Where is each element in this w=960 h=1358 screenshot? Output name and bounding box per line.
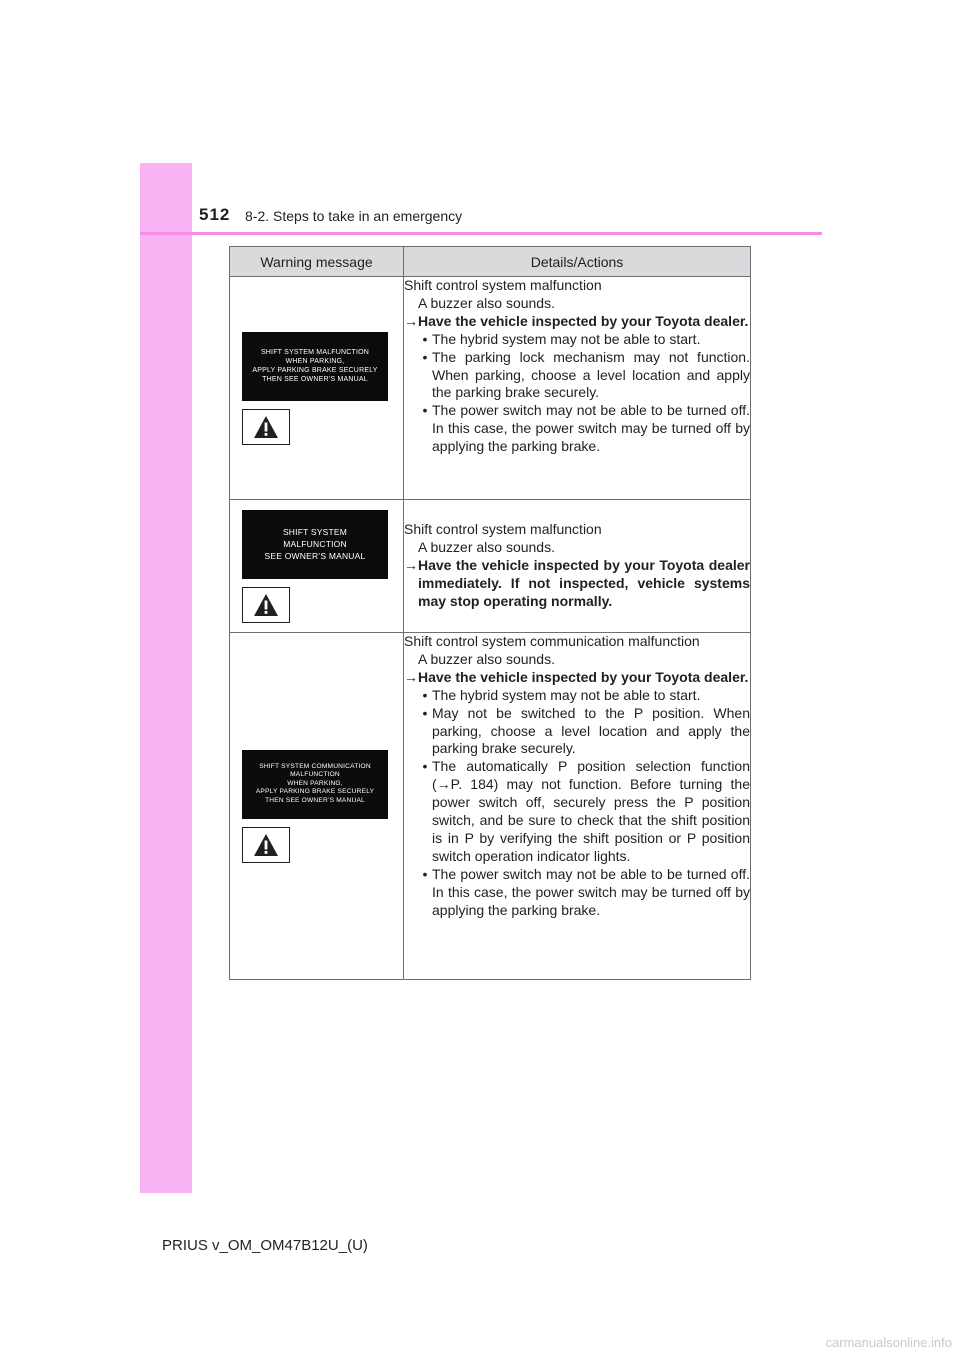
warning-message-table xyxy=(229,246,751,980)
master-warning-icon xyxy=(242,827,290,863)
display-line: WHEN PARKING, xyxy=(287,779,343,787)
table-header-row xyxy=(230,247,751,277)
malfunction-title: Shift control system communication malfunction xyxy=(404,633,700,649)
list-item: • The automatically P position selection function (→P. 184) may not function. Before turning the power switch off, securely press the P position switch, and be sure to check that the shift position is in P by verifying the shift position or P position switch operation indicator lights. xyxy=(422,758,750,864)
list-item: • The hybrid system may not be able to start. xyxy=(422,686,701,703)
detail-list xyxy=(404,331,750,456)
list-item: • The parking lock mechanism may not function. When parking, choose a level location and apply the parking brake securely. xyxy=(422,348,750,401)
display-line: SHIFT SYSTEM MALFUNCTION xyxy=(260,349,370,356)
action-instruction xyxy=(404,313,750,331)
warning-message-cell xyxy=(230,500,404,633)
buzzer-note: A buzzer also sounds. xyxy=(418,539,555,556)
arrow-icon: → xyxy=(404,668,418,685)
display-line: THEN SEE OWNER’S MANUAL xyxy=(262,376,368,383)
page-number: 512 xyxy=(199,205,231,224)
action-text: Have the vehicle inspected by your Toyota dealer. xyxy=(418,668,749,685)
list-item: • The power switch may not be able to be turned off. In this case, the power switch may be turned off by applying the parking brake. xyxy=(422,865,750,918)
table-row xyxy=(230,277,751,500)
details-actions-cell xyxy=(404,633,751,980)
display-line: SEE OWNER’S MANUAL xyxy=(264,551,366,561)
watermark: carmanualsonline.info xyxy=(825,1335,952,1350)
display-line: SHIFT SYSTEM COMMUNICATION xyxy=(259,762,371,770)
warning-display-screen xyxy=(242,510,388,579)
malfunction-title: Shift control system malfunction xyxy=(404,521,602,538)
details-actions-cell xyxy=(404,277,751,500)
display-line: THEN SEE OWNER’S MANUAL xyxy=(265,796,365,804)
detail-list xyxy=(404,687,750,920)
display-line: SHIFT SYSTEM xyxy=(282,527,348,537)
buzzer-note: A buzzer also sounds. xyxy=(418,294,555,311)
action-instruction xyxy=(404,669,750,687)
list-item: • May not be switched to the P position. When parking, choose a level location and apply the parking brake securely. xyxy=(422,704,750,757)
master-warning-icon xyxy=(242,587,290,623)
warning-message-cell xyxy=(230,633,404,980)
arrow-icon: → xyxy=(404,312,418,329)
section-title: 8-2. Steps to take in an emergency xyxy=(245,208,463,224)
action-text: Have the vehicle inspected by your Toyota dealer immediately. If not inspected, vehicle systems may stop operating normally. xyxy=(418,557,750,609)
warning-display-screen xyxy=(242,750,388,819)
display-line: MALFUNCTION xyxy=(290,771,340,779)
display-line: APPLY PARKING BRAKE SECURELY xyxy=(255,788,375,796)
arrow-icon: → xyxy=(404,557,418,574)
list-item: • The power switch may not be able to be turned off. In this case, the power switch may be turned off by applying the parking brake. xyxy=(422,402,750,455)
malfunction-title: Shift control system malfunction xyxy=(404,277,602,293)
warning-message-cell xyxy=(230,277,404,500)
action-text: Have the vehicle inspected by your Toyota dealer. xyxy=(418,312,749,329)
action-instruction xyxy=(404,557,750,611)
buzzer-note: A buzzer also sounds. xyxy=(418,650,555,667)
column-header-details-actions: Details/Actions xyxy=(404,247,751,277)
list-item: • The hybrid system may not be able to start. xyxy=(422,330,701,347)
display-line: APPLY PARKING BRAKE SECURELY xyxy=(252,367,378,374)
document-code: PRIUS v_OM_OM47B12U_(U) xyxy=(162,1237,368,1254)
display-line: WHEN PARKING, xyxy=(285,358,345,365)
table-row xyxy=(230,633,751,980)
display-line: MALFUNCTION xyxy=(283,539,347,549)
master-warning-icon xyxy=(242,409,290,445)
header-rule xyxy=(140,232,822,235)
table-row xyxy=(230,500,751,633)
column-header-warning-message: Warning message xyxy=(230,247,404,277)
chapter-side-tab xyxy=(140,163,192,1193)
details-actions-cell xyxy=(404,500,751,633)
warning-display-screen xyxy=(242,332,388,401)
